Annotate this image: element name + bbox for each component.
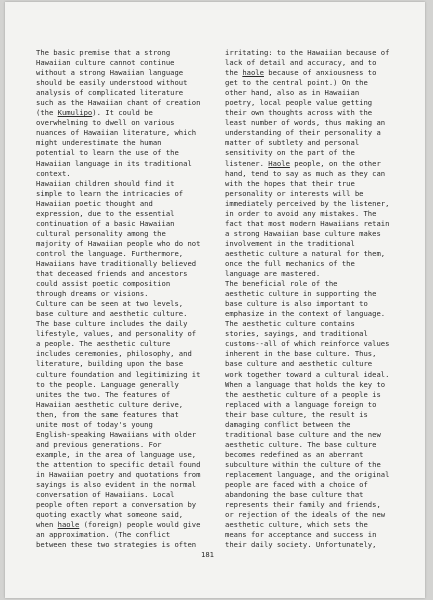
text-line: replacement language, and the original [225,469,390,479]
text-line: culture foundation and legitimizing it [36,369,201,379]
text-line: Hawaiians have traditionally believed [36,258,197,268]
text-line: get to the central point.) On the [225,78,368,88]
text-line: aesthetic culture. The base culture [225,439,377,449]
text-line: their daily society. Unfortunately, [225,540,377,550]
text-line: a strong Hawaiian base culture makes [225,228,381,238]
text-line: Hawaiian poetic thought and [36,198,153,208]
text-line: Culture can be seen at two levels, [36,299,184,309]
text-line: the attention to specific detail found [36,459,201,469]
text-line: other hand, also as in Hawaiian [225,88,360,98]
text-segment: (the [36,108,58,118]
text-line: sayings is also evident in the normal [36,480,197,490]
underlined-term: Kumulipo [57,108,93,118]
text-line: literature, building upon the base [36,359,184,369]
text-line: unites the two. The features of [36,389,171,399]
text-line: aesthetic culture, which sets the [225,520,368,530]
text-line: or rejection of the ideals of the new [225,510,386,520]
text-line: becomes redefined as an aberrant [225,449,364,459]
text-line [225,68,410,78]
text-line: emphasize in the context of language. [225,309,386,319]
text-line: abandoning the base culture that [225,490,364,500]
text-line: fact that most modern Hawaiians retain [225,218,390,228]
document-page [5,2,425,598]
text-segment: listener. [225,158,269,168]
text-line: in Hawaiian poetry and quotations from [36,469,201,479]
text-line: cultural personality among the [36,228,166,238]
text-line: an approximation. (The conflict [36,530,171,540]
text-line: simple to learn the intricacies of [36,188,184,198]
text-line: understanding of their personality a [225,128,381,138]
text-line: analysis of complicated literature [36,88,184,98]
text-line: base culture and aesthetic culture. [36,309,188,319]
text-line: to the people. Language generally [36,379,179,389]
text-line: subculture within the culture of the [225,459,381,469]
text-line [36,108,216,118]
text-line: lifestyle, values, and personality of [36,329,197,339]
text-line: inherent in the base culture. Thus, [225,349,377,359]
text-line: in order to avoid any mistakes. The [225,208,377,218]
text-line: language are mastered. [225,269,321,279]
text-line: nuances of Hawaiian literature, which [36,128,197,138]
text-line: their base culture, the result is [225,409,368,419]
text-line: involvement in the traditional [225,238,355,248]
text-line: potential to learn the use of the [36,148,179,158]
text-line: The base culture includes the daily [36,319,188,329]
text-segment: because of anxiousness to [263,68,377,78]
text-line: between these two strategies is often [36,540,197,550]
text-segment: the [225,68,243,78]
text-line: Hawaiian culture cannot continue [36,58,175,68]
text-line: includes ceremonies, philosophy, and [36,349,192,359]
text-line: should be easily understood without [36,78,188,88]
text-line: The aesthetic culture contains [225,319,355,329]
text-line: least number of words, thus making an [225,118,386,128]
text-line: people are faced with a choice of [225,480,368,490]
text-line: people often report a conversation by [36,500,197,510]
text-line: replaced with a language foreign to [225,399,377,409]
text-line: could assist poetic composition [36,279,171,289]
text-line: example, in the area of language use, [36,449,197,459]
text-line: represents their family and friends, [225,500,381,510]
page-number: 181 [201,550,214,559]
text-line: their own thoughts across with the [225,108,373,118]
text-line: lack of detail and accuracy, and to [225,58,377,68]
text-line: When a language that holds the key to [225,379,386,389]
underlined-term: Haole [268,158,290,168]
text-line: The beneficial role of the [225,279,338,289]
text-line: customs--all of which reinforce values [225,339,390,349]
text-line: and previous generations. For [36,439,162,449]
text-line: immediately perceived by the listener, [225,198,390,208]
text-line: continuation of a basic Hawaiian [36,218,175,228]
text-line: English-speaking Hawaiians with older [36,429,197,439]
text-line: aesthetic culture in supporting the [225,289,377,299]
right-text-column [225,48,410,550]
text-line: without a strong Hawaiian language [36,68,184,78]
text-line: Hawaiian language in its traditional [36,158,192,168]
text-line: base culture and aesthetic culture [225,359,373,369]
text-line: conversation of Hawaiians. Local [36,490,175,500]
text-line: Hawaiian children should find it [36,178,175,188]
text-segment: when [36,520,58,530]
text-line: matter of subtlety and personal [225,138,360,148]
text-line: personality or interests will be [225,188,364,198]
text-line: base culture is also important to [225,299,368,309]
text-line: overwhelming to dwell on various [36,118,175,128]
text-line: the aesthetic culture of a people is [225,389,381,399]
text-line [225,159,410,169]
text-segment: people, on the other [289,158,381,168]
text-line: stories, sayings, and traditional [225,329,368,339]
text-line: work together toward a cultural ideal. [225,369,390,379]
text-line: means for acceptance and success in [225,530,377,540]
text-line: poetry, local people value getting [225,98,373,108]
text-line: irritating: to the Hawaiian because of [225,48,390,57]
text-line: traditional base culture and the new [225,429,381,439]
text-line: such as the Hawaiian chant of creation [36,98,201,108]
underlined-term: haole [242,68,264,78]
text-line: then, from the same features that [36,409,179,419]
text-line: aesthetic culture a natural for them, [225,248,386,258]
text-line: context. [36,168,71,178]
text-line: damaging conflict between the [225,419,351,429]
text-segment: ). It could be [92,108,153,118]
text-line: expression, due to the essential [36,208,175,218]
text-line: through dreams or visions. [36,289,149,299]
text-line: a people. The aesthetic culture [36,339,171,349]
text-line: majority of Hawaiian people who do not [36,238,201,248]
text-line: with the hopes that their true [225,178,355,188]
text-line: sensitivity on the part of the [225,148,355,158]
underlined-term: haole [57,520,80,530]
text-line: Hawaiian aesthetic culture derive, [36,399,184,409]
text-line [36,520,216,530]
text-segment: (foreign) people would give [79,520,201,530]
text-line: once the full mechanics of the [225,258,355,268]
text-line: might underestimate the human [36,138,162,148]
text-line: quoting exactly what someone said, [36,510,184,520]
text-line: hand, tend to say as much as they can [225,168,386,178]
text-line: The basic premise that a strong [36,48,171,57]
text-line: control the language. Furthermore, [36,248,184,258]
text-line: that deceased friends and ancestors [36,269,188,279]
left-text-column [36,48,216,550]
text-line: unite most of today's young [36,419,153,429]
